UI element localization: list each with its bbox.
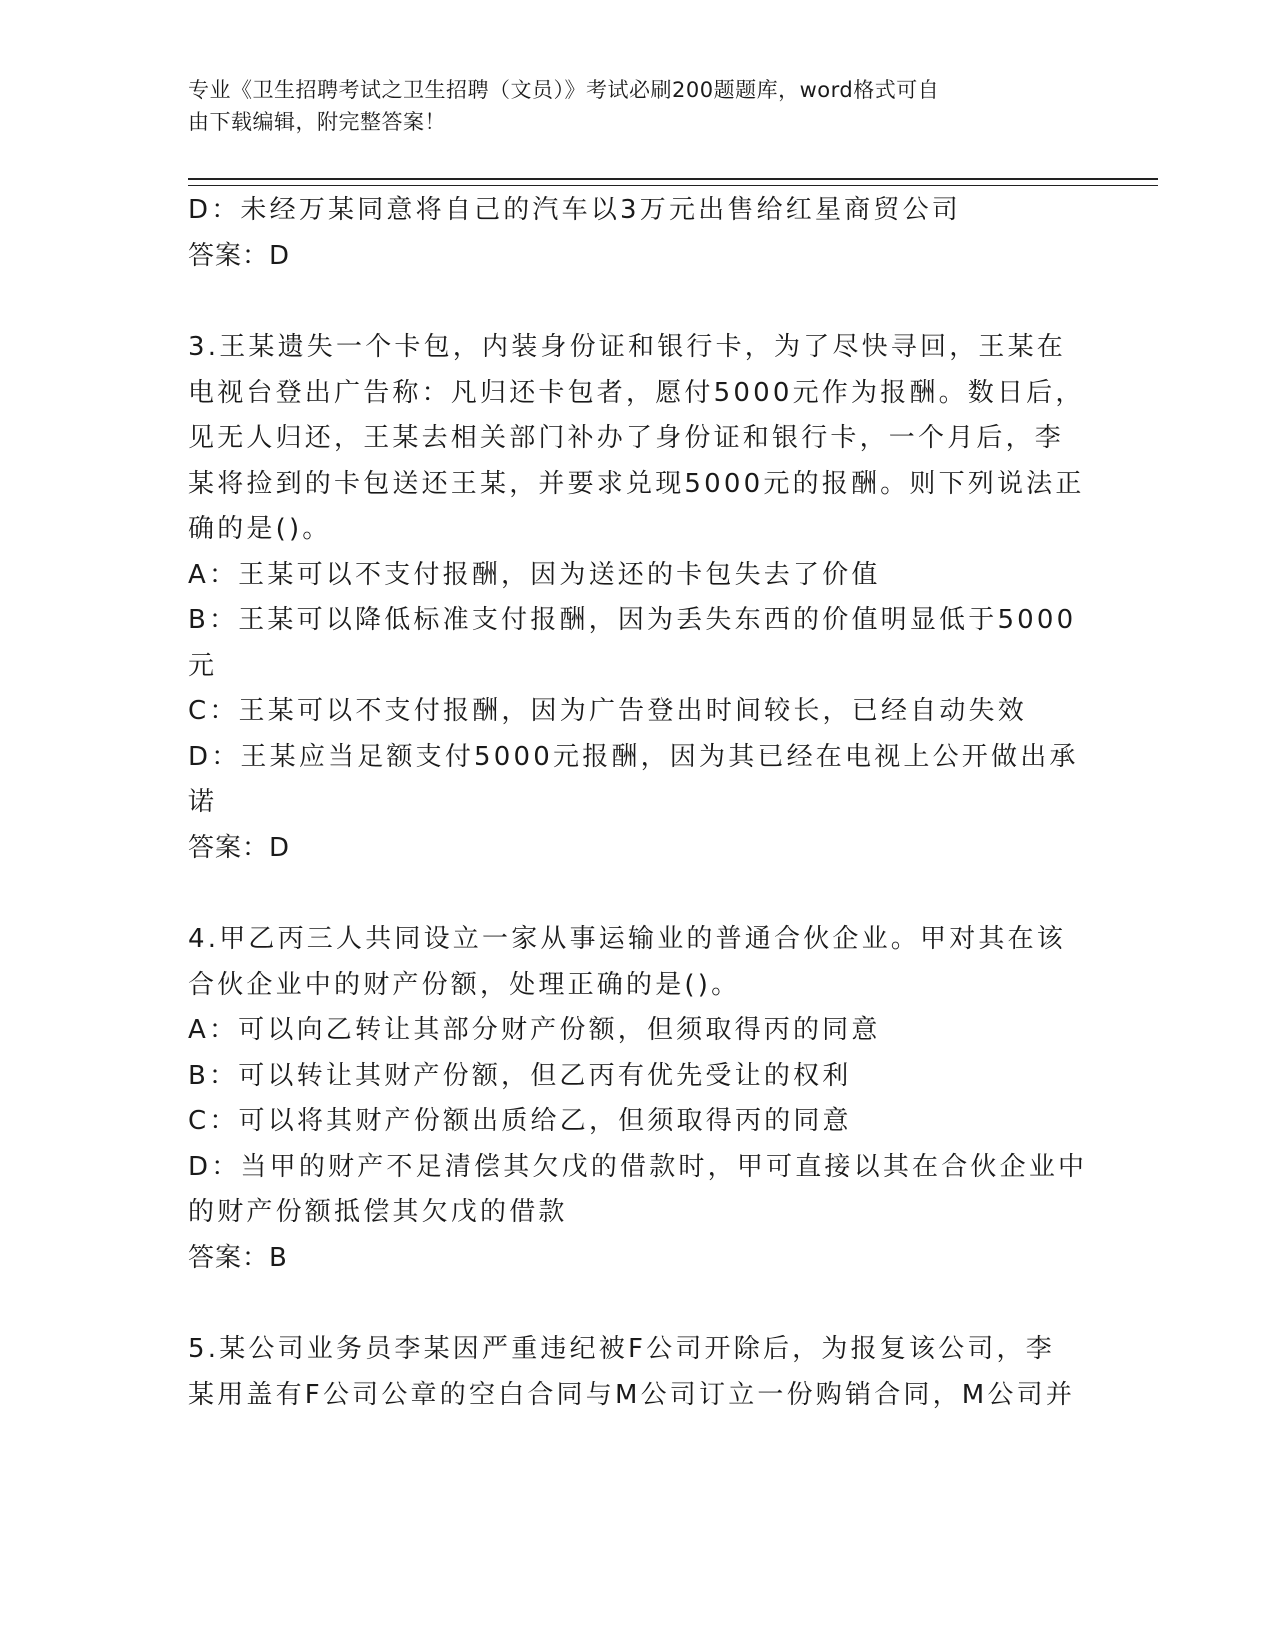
header-divider-thin <box>188 185 1158 186</box>
spacer <box>188 871 1088 917</box>
spacer <box>188 1281 1088 1327</box>
q3-option-d: D：王某应当足额支付5000元报酬，因为其已经在电视上公开做出承 <box>188 741 1079 772</box>
q4-option-d: D：当甲的财产不足清偿其欠戊的借款时，甲可直接以其在合伙企业中 <box>188 1151 1088 1182</box>
question-3 <box>188 325 1088 871</box>
header-title-line-1: 专业《卫生招聘考试之卫生招聘（文员）》考试必刷200题题库，word格式可自 <box>188 78 940 102</box>
questions-content <box>188 188 1088 1418</box>
q4-option-d-cont: 的财产份额抵偿其欠戊的借款 <box>188 1197 568 1227</box>
q5-stem-line: 5.某公司业务员李某因严重违纪被F公司开除后，为报复该公司，李 <box>188 1334 1055 1364</box>
page-header <box>188 74 1088 138</box>
q3-answer: 答案：D <box>188 832 291 863</box>
spacer <box>188 279 1088 325</box>
q3-stem-line: 见无人归还，王某去相关部门补办了身份证和银行卡，一个月后，李 <box>188 423 1065 453</box>
question-2-tail <box>188 188 1088 279</box>
q3-stem-line: 电视台登出广告称：凡归还卡包者，愿付5000元作为报酬。数日后， <box>188 377 1085 408</box>
q3-stem-line: 某将捡到的卡包送还王某，并要求兑现5000元的报酬。则下列说法正 <box>188 468 1085 499</box>
q4-option-b: B：可以转让其财产份额，但乙丙有优先受让的权利 <box>188 1060 852 1091</box>
q3-option-b: B：王某可以降低标准支付报酬，因为丢失东西的价值明显低于5000 <box>188 605 1077 635</box>
q4-option-c: C：可以将其财产份额出质给乙，但须取得丙的同意 <box>188 1106 852 1136</box>
question-5 <box>188 1327 1088 1418</box>
q3-option-a: A：王某可以不支付报酬，因为送还的卡包失去了价值 <box>188 559 881 590</box>
q4-stem-line: 合伙企业中的财产份额，处理正确的是()。 <box>188 969 741 1000</box>
q3-stem-line: 确的是()。 <box>188 514 332 544</box>
q3-option-c: C：王某可以不支付报酬，因为广告登出时间较长，已经自动失效 <box>188 696 1027 726</box>
q4-stem-line: 4.甲乙丙三人共同设立一家从事运输业的普通合伙企业。甲对其在该 <box>188 924 1067 954</box>
q3-option-d-cont: 诺 <box>188 787 218 817</box>
q2-answer: 答案：D <box>188 240 291 271</box>
q3-stem-line: 3.王某遗失一个卡包，内装身份证和银行卡，为了尽快寻回，王某在 <box>188 332 1067 362</box>
header-title-line-2: 由下载编辑，附完整答案！ <box>188 110 446 134</box>
q4-answer: 答案：B <box>188 1242 288 1273</box>
question-4 <box>188 917 1088 1281</box>
header-divider-thick <box>188 178 1158 180</box>
q4-option-a: A：可以向乙转让其部分财产份额，但须取得丙的同意 <box>188 1015 881 1045</box>
q3-option-b-cont: 元 <box>188 650 218 681</box>
q2-option-d: D：未经万某同意将自己的汽车以3万元出售给红星商贸公司 <box>188 195 961 225</box>
q5-stem-line: 某用盖有F公司公章的空白合同与M公司订立一份购销合同，M公司并 <box>188 1379 1076 1410</box>
